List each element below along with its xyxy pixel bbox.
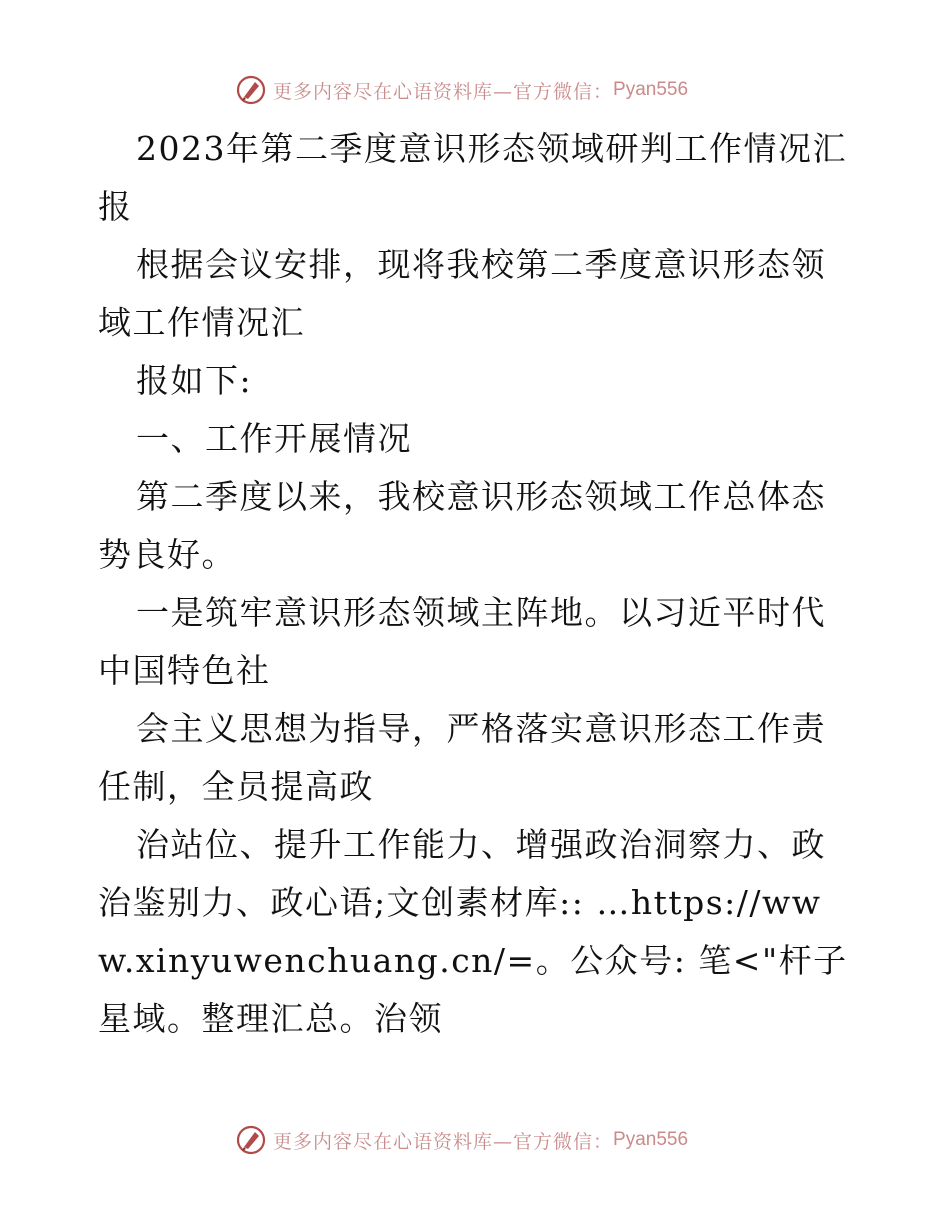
paragraph: 一是筑牢意识形态领域主阵地。以习近平时代中国特色社	[98, 593, 826, 690]
watermark-wechat-id: Pyan556	[613, 79, 689, 100]
watermark-header	[235, 73, 688, 107]
watermark-footer	[235, 1123, 688, 1157]
watermark-wechat-id: Pyan556	[613, 1129, 689, 1150]
watermark-text: 更多内容尽在心语资料库—官方微信：	[273, 80, 614, 103]
paragraph: 根据会议安排，现将我校第二季度意识形态领域工作情况汇	[98, 245, 826, 342]
pen-nib-logo-icon	[235, 1124, 267, 1156]
section-heading: 一、工作开展情况	[136, 419, 412, 458]
pen-nib-logo-icon	[235, 74, 267, 106]
paragraph: 治站位、提升工作能力、增强政治洞察力、政治鉴别力、政心语;文创素材库:: …https://www.xinyuwenchuang.cn/=。公众号: 笔<"杆子星域。整理汇总。治领	[98, 825, 848, 1038]
paragraph: 报如下:	[136, 361, 253, 400]
paragraph: 第二季度以来，我校意识形态领域工作总体态势良好。	[98, 477, 826, 574]
document-title: 2023年第二季度意识形态领域研判工作情况汇报	[98, 129, 847, 226]
paragraph: 会主义思想为指导，严格落实意识形态工作责任制，全员提高政	[98, 709, 826, 806]
document-body	[98, 120, 858, 1048]
watermark-text: 更多内容尽在心语资料库—官方微信：	[273, 1130, 614, 1153]
